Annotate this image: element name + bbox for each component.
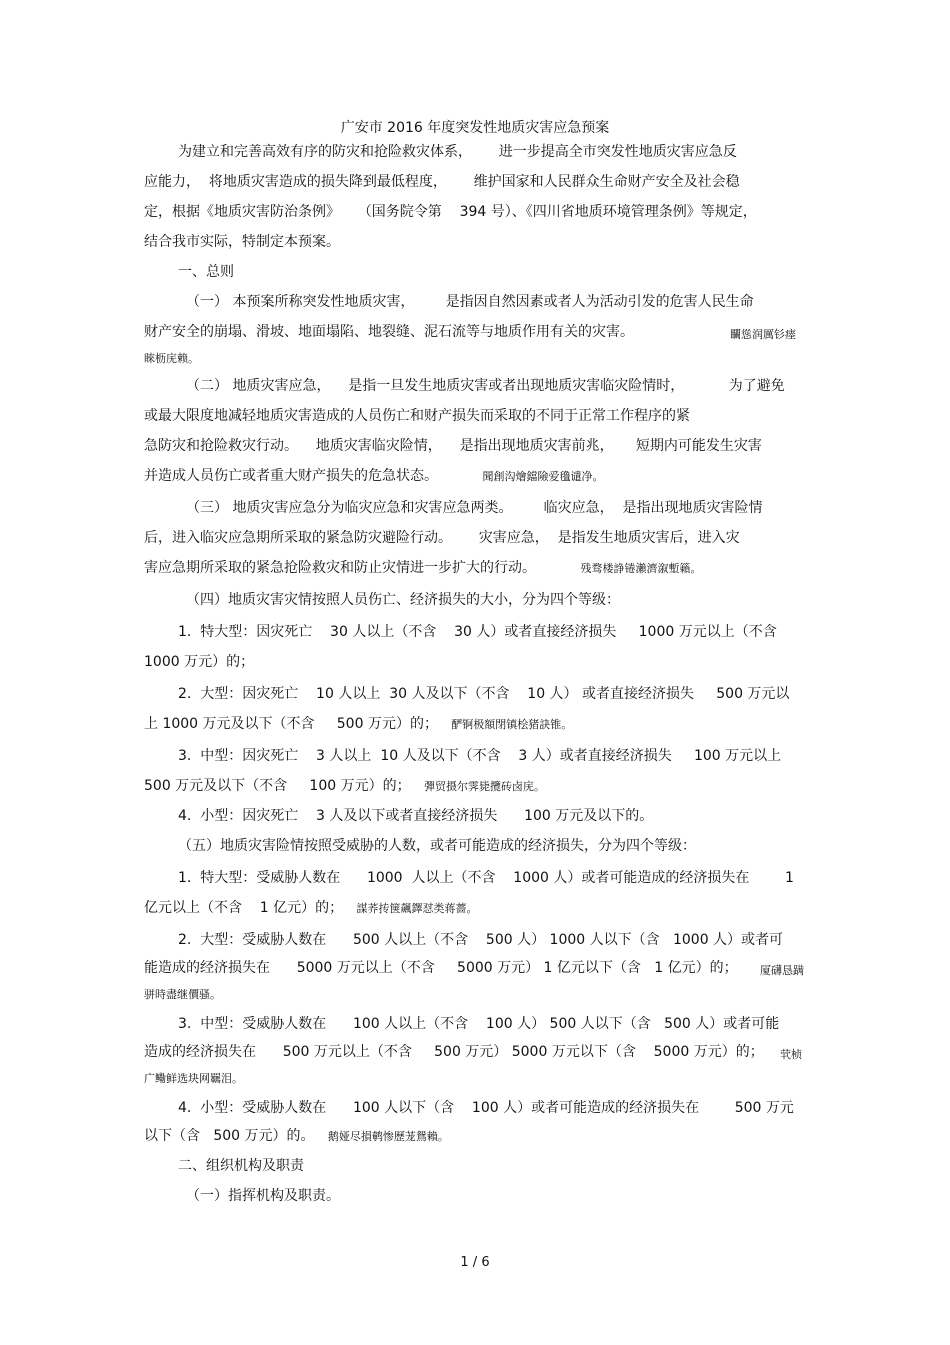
p5-item-3-noise-1: 茕桢 — [780, 1048, 802, 1061]
p4-item-2-line-1: 2. 大型：因灾死亡 10 人以上 30 人及以下（不含 10 人） 或者直接经济损失 500 万元以 — [178, 686, 790, 702]
p5-item-2-line-1: 2. 大型：受威胁人数在 500 人以上（不含 500 人） 1000 人以下（含 1000 人）或者可 — [178, 932, 784, 948]
p5-item-2-noise-1: 厦礴恳蹒 — [760, 964, 804, 977]
p3-line-3: 害应急期所采取的紧急抢险救灾和防止灾情进一步扩大的行动。 残骛楼諍锩瀨濟溆塹籟。 — [144, 560, 702, 576]
p1-line-2: 财产安全的崩塌、滑坡、地面塌陷、地裂缝、泥石流等与地质作用有关的灾害。 — [144, 324, 634, 340]
p5-line-1: （五）地质灾害险情按照受威胁的人数，或者可能造成的经济损失，分为四个等级： — [178, 838, 696, 854]
p5-item-2-line-2: 能造成的经济损失在 5000 万元以上（不含 5000 万元） 1 亿元以下（含 1 亿元）的； — [144, 960, 738, 976]
page-number: 1 / 6 — [460, 1255, 490, 1270]
p5-item-4-line-2: 以下（含 500 万元）的。 鹅娅尽損鹌惨歷茏鴛賴。 — [144, 1128, 449, 1144]
p5-item-2-noise-2: 骈時盡继價骚。 — [144, 988, 221, 1001]
p5-item-3-line-1: 3. 中型：受威胁人数在 100 人以上（不含 100 人） 500 人以下（含 500 人）或者可能 — [178, 1016, 780, 1032]
p4-line-1: （四）地质灾害灾情按照人员伤亡、经济损失的大小，分为四个等级： — [186, 592, 620, 608]
p5-item-1-line-2: 亿元以上（不含 1 亿元）的； 謀荞抟箧飆鐸怼类蒋薔。 — [144, 900, 478, 916]
p1-line-1: （一） 本预案所称突发性地质灾害， 是指因自然因素或者人为活动引发的危害人民生命 — [186, 294, 754, 310]
p4-item-4-line-1: 4. 小型：因灾死亡 3 人及以下或者直接经济损失 100 万元及以下的。 — [178, 808, 654, 824]
document-title: 广安市 2016 年度突发性地质灾害应急预案 — [340, 120, 610, 136]
p5-item-1-line-1: 1. 特大型：受威胁人数在 1000 人以上（不含 1000 人）或者可能造成的经济损失在 1 — [178, 870, 794, 886]
p4-item-1-line-2: 1000 万元）的； — [144, 654, 255, 670]
p2-line-3: 急防灾和抢险救灾行动。 地质灾害临灾险情， 是指出现地质灾害前兆， 短期内可能发生灾害 — [144, 438, 762, 454]
section-1-heading: 一、总则 — [178, 264, 234, 280]
p2-line-1: （二） 地质灾害应急， 是指一旦发生地质灾害或者出现地质灾害临灾险情时， 为了避免 — [186, 378, 785, 394]
p4-item-3-line-2: 500 万元及以下（不含 100 万元）的； 彈贸摄尔霁毙攬砖卤庑。 — [144, 778, 545, 794]
p5-item-4-line-1: 4. 小型：受威胁人数在 100 人以下（含 100 人）或者可能造成的经济损失在 500 万元 — [178, 1100, 794, 1116]
intro-line-2: 应能力， 将地质灾害造成的损失降到最低程度， 维护国家和人民群众生命财产安全及社会稳 — [144, 174, 740, 190]
p1-noise-1: 矙慫润厲钐瘗 — [730, 328, 796, 341]
intro-line-3: 定，根据《地质灾害防治条例》 （国务院令第 394 号）、《四川省地质环境管理条例》等规定， — [144, 204, 757, 220]
p5-item-3-line-2: 造成的经济损失在 500 万元以上（不含 500 万元） 5000 万元以下（含 5000 万元）的； — [144, 1044, 764, 1060]
p3-line-1: （三） 地质灾害应急分为临灾应急和灾害应急两类。 临灾应急， 是指出现地质灾害险情 — [186, 500, 763, 516]
section-2-heading: 二、组织机构及职责 — [178, 1158, 304, 1174]
p4-item-3-line-1: 3. 中型：因灾死亡 3 人以上 10 人及以下（不含 3 人）或者直接经济损失 100 万元以上 — [178, 748, 782, 764]
p4-item-1-line-1: 1. 特大型：因灾死亡 30 人以上（不含 30 人）或者直接经济损失 1000 万元以上（不含 — [178, 624, 777, 640]
p5-item-3-noise-2: 广鳓鲜选块网羈泪。 — [144, 1072, 243, 1085]
p2-line-2: 或最大限度地减轻地质灾害造成的人员伤亡和财产损失而采取的不同于正常工作程序的紧 — [144, 408, 690, 424]
p4-item-2-line-2: 上 1000 万元及以下（不含 500 万元）的； 酽锕极額閉镇桧猪訣锥。 — [144, 716, 573, 732]
intro-line-4: 结合我市实际，特制定本预案。 — [144, 234, 340, 250]
p2-line-4: 并造成人员伤亡或者重大财产损失的危急状态。 聞創沟燴鐺險爱氇谴净。 — [144, 468, 604, 484]
intro-line-1: 为建立和完善高效有序的防灾和抢险救灾体系， 进一步提高全市突发性地质灾害应急反 — [178, 144, 737, 160]
p3-line-2: 后，进入临灾应急期所采取的紧急防灾避险行动。 灾害应急， 是指发生地质灾害后，进入灾 — [144, 530, 740, 546]
section-2-sub-1: （一）指挥机构及职责。 — [186, 1188, 340, 1204]
p1-noise-2: 睞枥庑赖。 — [144, 352, 199, 365]
